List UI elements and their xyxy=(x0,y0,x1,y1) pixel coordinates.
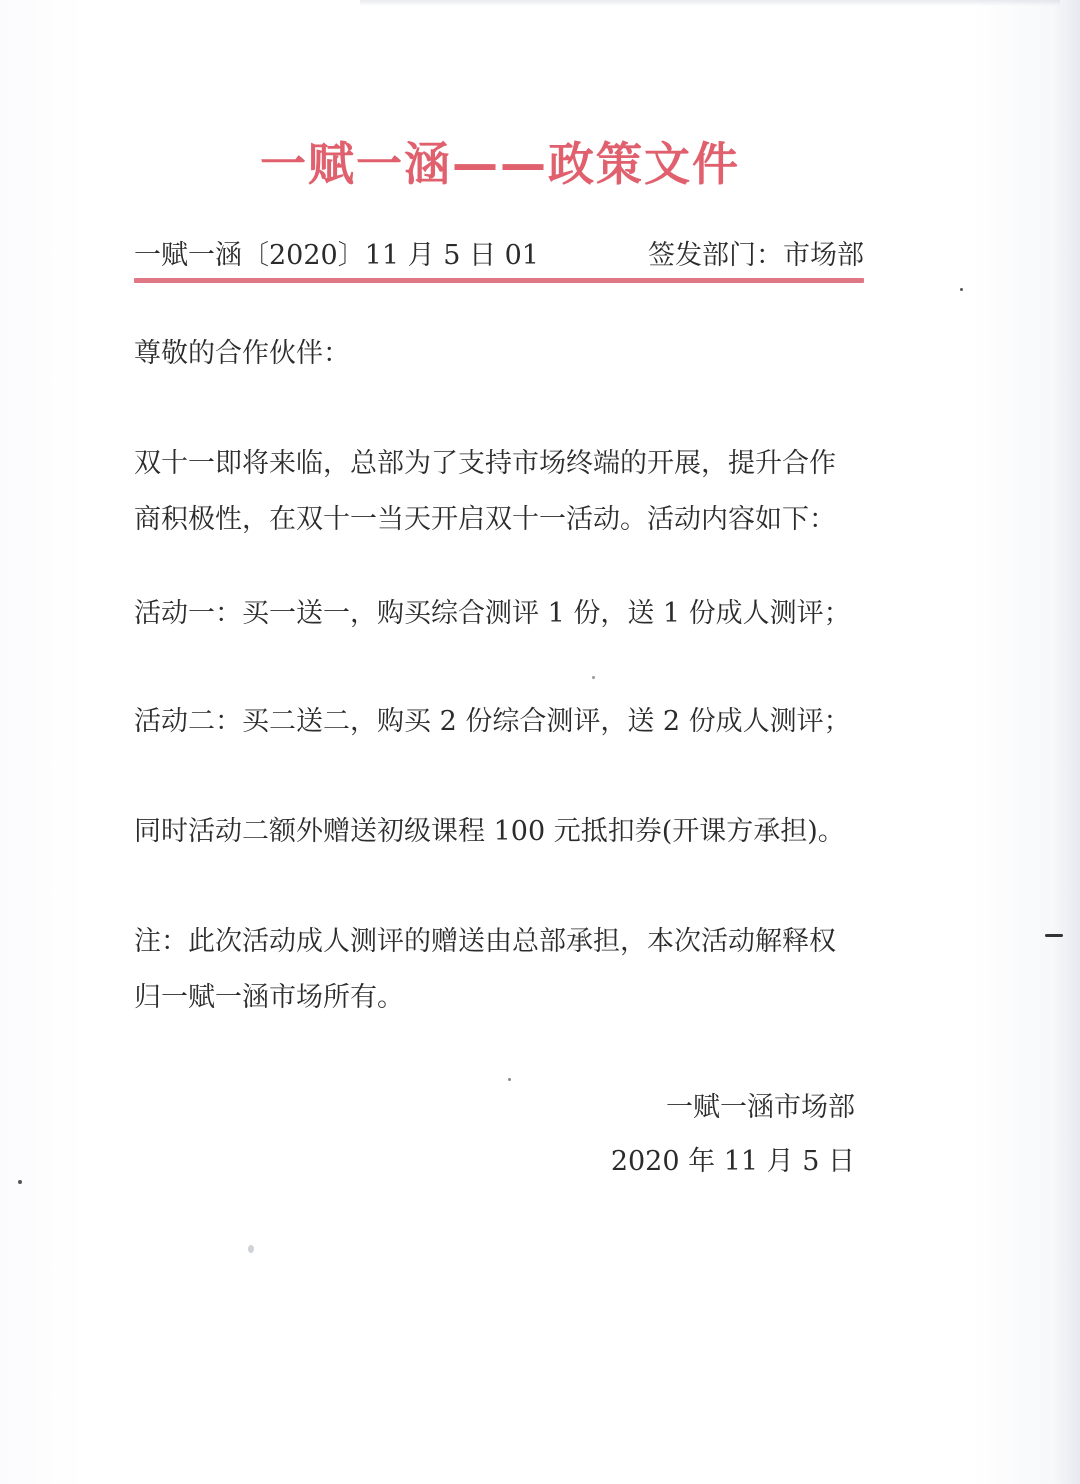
scan-speck xyxy=(508,1078,511,1081)
activity-2-extra: 同时活动二额外赠送初级课程 100 元抵扣券(开课方承担)。 xyxy=(134,816,845,847)
scan-speck xyxy=(248,1245,254,1253)
scan-speck xyxy=(18,1180,22,1184)
signature-department: 一赋一涵市场部 xyxy=(666,1092,855,1123)
scan-speck xyxy=(592,676,595,679)
note-line-1: 注：此次活动成人测评的赠送由总部承担，本次活动解释权 xyxy=(134,926,836,957)
red-divider-rule xyxy=(134,278,864,283)
issuing-department: 签发部门：市场部 xyxy=(648,240,864,271)
intro-line-2: 商积极性，在双十一当天开启双十一活动。活动内容如下： xyxy=(134,504,836,535)
document-title: 一赋一涵——政策文件 xyxy=(260,137,740,191)
intro-line-1: 双十一即将来临，总部为了支持市场终端的开展，提升合作 xyxy=(134,448,836,479)
document-reference-number: 一赋一涵〔2020〕11 月 5 日 01 xyxy=(134,240,539,271)
scan-speck xyxy=(960,288,963,291)
note-line-2: 归一赋一涵市场所有。 xyxy=(134,982,404,1013)
greeting: 尊敬的合作伙伴： xyxy=(134,338,350,369)
signature-date: 2020 年 11 月 5 日 xyxy=(610,1146,855,1177)
scan-shadow-right xyxy=(1054,0,1080,1484)
scan-speck xyxy=(1045,934,1063,937)
activity-1: 活动一：买一送一，购买综合测评 1 份，送 1 份成人测评； xyxy=(134,598,851,629)
scan-shadow-top xyxy=(360,0,1060,6)
reference-line xyxy=(134,236,864,276)
activity-2: 活动二：买二送二，购买 2 份综合测评，送 2 份成人测评； xyxy=(134,706,851,737)
